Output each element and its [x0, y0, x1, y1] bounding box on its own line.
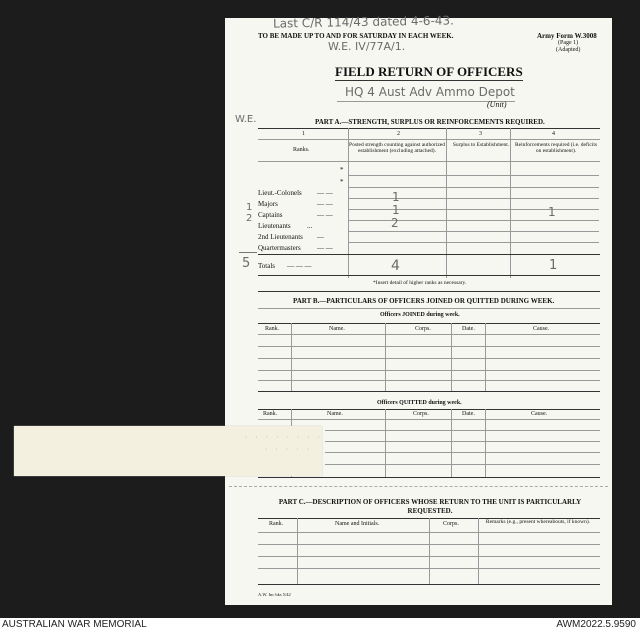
joined-row-rule — [258, 380, 600, 381]
tape-faint-text: · · · · · · · · — [244, 434, 323, 442]
part-c-row-rule — [258, 568, 600, 569]
rank-quartermasters: Quartermasters — [258, 244, 301, 252]
col-num-1: 1 — [302, 131, 305, 137]
part-c-col-rank: Rank. — [269, 521, 284, 527]
archive-accession: AWM2022.5.9590 — [556, 619, 636, 630]
header-rule — [258, 161, 600, 162]
form-adapted: (Adapted) — [556, 47, 581, 53]
quitted-row-rule — [325, 452, 600, 453]
quitted-header-rule — [258, 419, 600, 420]
hw-margin-total: 5 — [242, 256, 251, 271]
part-a-vline-3 — [510, 128, 511, 278]
form-sheet — [225, 13, 612, 605]
unit-label: (Unit) — [487, 100, 507, 109]
part-c-vline-1 — [297, 518, 298, 584]
row-rule-1 — [349, 175, 599, 176]
handwritten-unit: HQ 4 Aust Adv Ammo Depot — [345, 85, 515, 99]
handwritten-reference: Last C/R 114/43 dated 4-6-43. — [272, 13, 455, 31]
row-rule-5 — [349, 220, 599, 221]
row-rule-4 — [349, 209, 599, 210]
part-c-col-name: Name and Initials. — [335, 521, 380, 527]
dots: ... — [307, 222, 313, 230]
row-rule-3 — [349, 198, 599, 199]
form-number: Army Form W.3008 — [537, 32, 597, 40]
hw-lieutenants-posted: 2 — [391, 216, 399, 230]
print-code: A.W. Inc bks 5/42 — [258, 592, 291, 597]
col-surplus-header: Surplus to Establishment. — [452, 142, 510, 148]
perforation-line — [229, 486, 608, 487]
rank-captains: Captains — [258, 211, 283, 219]
quitted-heading: Officers QUITTED during week. — [377, 400, 462, 406]
quitted-col-date: Date. — [462, 411, 475, 417]
part-b-heading: PART B.—PARTICULARS OF OFFICERS JOINED OR QUITTED DURING WEEK. — [293, 297, 555, 305]
part-a-footnote: *Insert detail of higher ranks as necessary. — [373, 280, 467, 286]
row-rule-6 — [349, 231, 599, 232]
part-c-col-remarks: Remarks (e.g., present whereabouts, if known). — [485, 519, 591, 525]
rank-majors: Majors — [258, 200, 278, 208]
star-row-2: * — [340, 178, 344, 186]
quitted-row-rule — [325, 430, 600, 431]
dots: — — — [317, 200, 333, 208]
totals-label: Totals — [258, 262, 276, 270]
archive-name: AUSTRALIAN WAR MEMORIAL — [2, 619, 147, 630]
part-a-top-rule — [258, 128, 600, 129]
part-a-bottom-rule — [258, 275, 600, 276]
hw-captains-reinf: 1 — [548, 205, 556, 219]
part-c-col-corps: Corps. — [443, 521, 459, 527]
part-a-vline-2 — [446, 128, 447, 278]
part-c-vline-3 — [478, 518, 479, 584]
joined-col-rank: Rank. — [265, 326, 280, 332]
joined-top-rule — [258, 323, 600, 324]
joined-row-rule — [258, 370, 600, 371]
star-row-1: * — [340, 166, 344, 174]
row-rule-2 — [349, 187, 599, 188]
quitted-bottom-rule — [258, 477, 600, 478]
quitted-col-cause: Cause. — [531, 411, 548, 417]
joined-col-corps: Corps. — [415, 326, 431, 332]
quitted-row-rule — [325, 464, 600, 465]
quitted-vline-4 — [485, 409, 486, 477]
col-posted-header: Posted strength counting against authorized establishment (excluding attached). — [349, 142, 445, 154]
quitted-top-rule — [258, 409, 600, 410]
tape-faint-text: · · · · · — [264, 446, 311, 454]
joined-col-name: Name. — [329, 326, 345, 332]
col-ranks-header: Ranks. — [293, 147, 310, 153]
part-c-heading: PART C.—DESCRIPTION OF OFFICERS WHOSE RETURN TO THE UNIT IS PARTICULARLY REQUESTED. — [278, 498, 582, 515]
title-underline — [335, 80, 523, 81]
quitted-col-rank: Rank. — [263, 411, 278, 417]
handwritten-we: W.E. IV/77A/1. — [328, 40, 406, 53]
dots: — — — [317, 189, 333, 197]
form-page: (Page 1) — [558, 40, 579, 46]
col-reinf-header: Reinforcements required (i.e. deficits on establishment). — [514, 142, 597, 154]
joined-heading: Officers JOINED during week. — [380, 312, 460, 318]
hw-totals-reinf: 1 — [549, 258, 558, 273]
totals-rule — [258, 254, 600, 255]
dots: — — — [317, 211, 333, 219]
part-a-vline-1 — [348, 128, 349, 278]
col-num-rule — [258, 139, 600, 140]
part-a-heading: PART A.—STRENGTH, SURPLUS OR REINFORCEMENTS REQUIRED. — [315, 118, 545, 126]
instruction-text: TO BE MADE UP TO AND FOR SATURDAY IN EACH WEEK. — [258, 32, 454, 40]
part-c-row-rule — [258, 544, 600, 545]
col-num-4: 4 — [552, 131, 555, 137]
part-c-vline-2 — [429, 518, 430, 584]
hw-margin-captains: 1 — [246, 202, 253, 213]
joined-bottom-rule — [258, 391, 600, 392]
col-num-2: 2 — [397, 131, 400, 137]
joined-header-rule — [258, 334, 600, 335]
quitted-col-name: Name. — [327, 411, 343, 417]
quitted-col-corps: Corps. — [413, 411, 429, 417]
dots: — — — — [287, 262, 312, 270]
dots: — — — [317, 244, 333, 252]
hw-margin-lieutenants: 2 — [246, 213, 253, 224]
rank-2nd-lieutenants: 2nd Lieutenants — [258, 233, 303, 241]
part-b-rule — [258, 308, 600, 309]
quitted-row-rule — [325, 441, 600, 442]
paper-tape-overlay — [14, 426, 322, 476]
joined-col-date: Date. — [462, 326, 475, 332]
quitted-vline-3 — [451, 409, 452, 477]
col-num-3: 3 — [479, 131, 482, 137]
joined-row-rule — [258, 358, 600, 359]
handwritten-we-margin: W.E. — [235, 114, 257, 125]
joined-row-rule — [258, 346, 600, 347]
part-b-top-rule — [258, 291, 600, 292]
hw-majors-posted: 1 — [392, 190, 400, 204]
quitted-vline-2 — [385, 409, 386, 477]
row-rule-7 — [349, 242, 599, 243]
hw-totals-posted: 4 — [391, 258, 400, 274]
rank-lieut-colonels: Lieut.-Colonels — [258, 189, 302, 197]
hw-margin-line — [239, 252, 257, 253]
dots: — — [317, 233, 324, 241]
part-c-bottom-rule — [258, 584, 600, 585]
hw-captains-posted: 1 — [392, 203, 400, 217]
archive-footer — [0, 618, 640, 632]
form-title: FIELD RETURN OF OFFICERS — [335, 64, 523, 79]
part-c-row-rule — [258, 556, 600, 557]
rank-lieutenants: Lieutenants — [258, 222, 291, 230]
joined-col-cause: Cause. — [533, 326, 550, 332]
